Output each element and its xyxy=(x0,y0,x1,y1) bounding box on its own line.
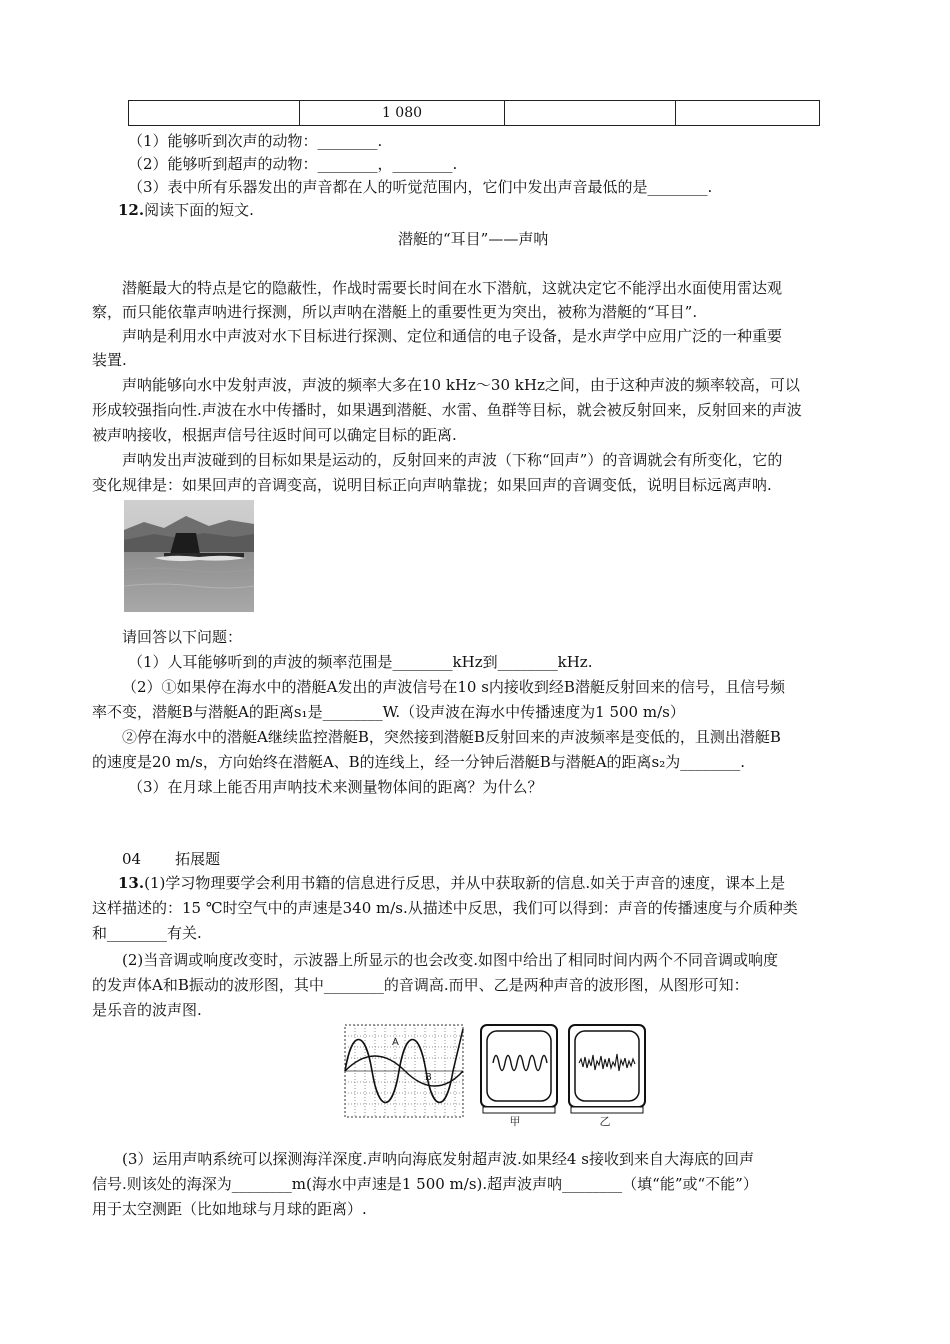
table-row xyxy=(129,101,820,126)
q12-sub2-line2: 率不变，潜艇B与潜艇A的距离s₁是________W.（设声波在海水中传播速度为1 500 m/s） xyxy=(92,703,685,721)
table-cell xyxy=(129,101,300,126)
q13-sub1-text: (1)学习物理要学会利用书籍的信息进行反思，并从中获取新的信息.如关于声音的速度，课本上是 xyxy=(144,874,786,892)
table-cell xyxy=(676,101,820,126)
article-p1-line1: 潜艇最大的特点是它的隐蔽性，作战时需要长时间在水下潜航，这就决定它不能浮出水面使用雷达观 xyxy=(122,279,783,297)
q12-sub2b-line2: 的速度是20 m/s，方向始终在潜艇A、B的连线上，经一分钟后潜艇B与潜艇A的距离s₂为________. xyxy=(92,753,746,771)
submarine-photo xyxy=(124,500,254,612)
label-a: A xyxy=(392,1037,399,1048)
oscilloscope-jia xyxy=(481,1025,557,1127)
q13-sub1-line3: 和________有关. xyxy=(92,924,202,942)
section-title: 拓展题 xyxy=(175,850,221,868)
q13-sub1-line2: 这样描述的：15 ℃时空气中的声速是340 m/s.从描述中反思，我们可以得到：声音的传播速度与介质种类 xyxy=(92,899,798,917)
q12-number: 12. xyxy=(118,201,145,219)
waveform-figure xyxy=(343,1023,673,1127)
article-p1-line2: 察，而只能依靠声呐进行探测，所以声呐在潜艇上的重要性更为突出，被称为潜艇的“耳目”. xyxy=(92,303,698,321)
q13-number: 13. xyxy=(118,874,145,892)
article-p2-line1: 声呐是利用水中声波对水下目标进行探测、定位和通信的电子设备，是水声学中应用广泛的一种重要 xyxy=(122,327,783,345)
q13-sub3-line2: 信号.则该处的海深为________m(海水中声速是1 500 m/s).超声波声呐________（填“能”或“不能”） xyxy=(92,1175,758,1193)
q11-sub1: （1）能够听到次声的动物：________. xyxy=(128,132,383,150)
ab-waveform-grid xyxy=(345,1025,463,1117)
q13-sub2-line2: 的发声体A和B振动的波形图，其中________的音调高.而甲、乙是两种声音的波形图，从图形可知： xyxy=(92,976,749,994)
data-table-fragment xyxy=(128,100,820,126)
label-jia: 甲 xyxy=(509,1115,521,1127)
article-p3-line3: 被声呐接收，根据声信号往返时间可以确定目标的距离. xyxy=(92,426,457,444)
q12-header xyxy=(118,199,254,221)
article-title: 潜艇的“耳目”——声呐 xyxy=(398,230,549,248)
section-number: 04 xyxy=(122,850,142,868)
questions-prompt: 请回答以下问题： xyxy=(122,628,243,646)
q11-sub3: （3）表中所有乐器发出的声音都在人的听觉范围内，它们中发出声音最低的是________. xyxy=(128,178,713,196)
article-p3-line1: 声呐能够向水中发射声波，声波的频率大多在10 kHz～30 kHz之间，由于这种声波的频率较高，可以 xyxy=(122,376,800,394)
article-p4-line2: 变化规律是：如果回声的音调变高，说明目标正向声呐靠拢；如果回声的音调变低，说明目标远离声呐. xyxy=(92,476,772,494)
oscilloscope-yi xyxy=(569,1025,645,1127)
q13-sub3-line3: 用于太空测距（比如地球与月球的距离）. xyxy=(92,1200,367,1218)
q12-sub1: （1）人耳能够听到的声波的频率范围是________kHz到________kHz. xyxy=(128,653,593,671)
article-p3-line2: 形成较强指向性.声波在水中传播时，如果遇到潜艇、水雷、鱼群等目标，就会被反射回来，反射回来的声波 xyxy=(92,401,802,419)
q12-sub3: （3）在月球上能否用声呐技术来测量物体间的距离？为什么？ xyxy=(128,778,543,796)
q11-sub2: （2）能够听到超声的动物：________，________. xyxy=(128,155,458,173)
table-cell xyxy=(505,101,676,126)
q13-sub3-line1: (3）运用声呐系统可以探测海洋深度.声呐向海底发射超声波.如果经4 s接收到来自大海底的回声 xyxy=(122,1150,754,1168)
q12-intro: 阅读下面的短文. xyxy=(144,201,254,219)
q12-sub2b-line1: ②停在海水中的潜艇A继续监控潜艇B，突然接到潜艇B反射回来的声波频率是变低的，且测出潜艇B xyxy=(122,728,781,746)
section-heading xyxy=(122,848,220,870)
q12-sub2-line1: （2）①如果停在海水中的潜艇A发出的声波信号在10 s内接收到经B潜艇反射回来的信号，且信号频 xyxy=(122,678,785,696)
label-yi: 乙 xyxy=(599,1115,611,1127)
label-b: B xyxy=(425,1072,432,1083)
q13-sub1-line1 xyxy=(118,872,785,894)
article-p2-line2: 装置. xyxy=(92,351,127,369)
q13-sub2-line1: (2)当音调或响度改变时，示波器上所显示的也会改变.如图中给出了相同时间内两个不同音调或响度 xyxy=(122,951,779,969)
q13-sub2-line3: 是乐音的波声图. xyxy=(92,1001,202,1019)
table-cell: 1 080 xyxy=(300,101,505,126)
article-p4-line1: 声呐发出声波碰到的目标如果是运动的，反射回来的声波（下称“回声”）的音调就会有所变化，它的 xyxy=(122,451,783,469)
